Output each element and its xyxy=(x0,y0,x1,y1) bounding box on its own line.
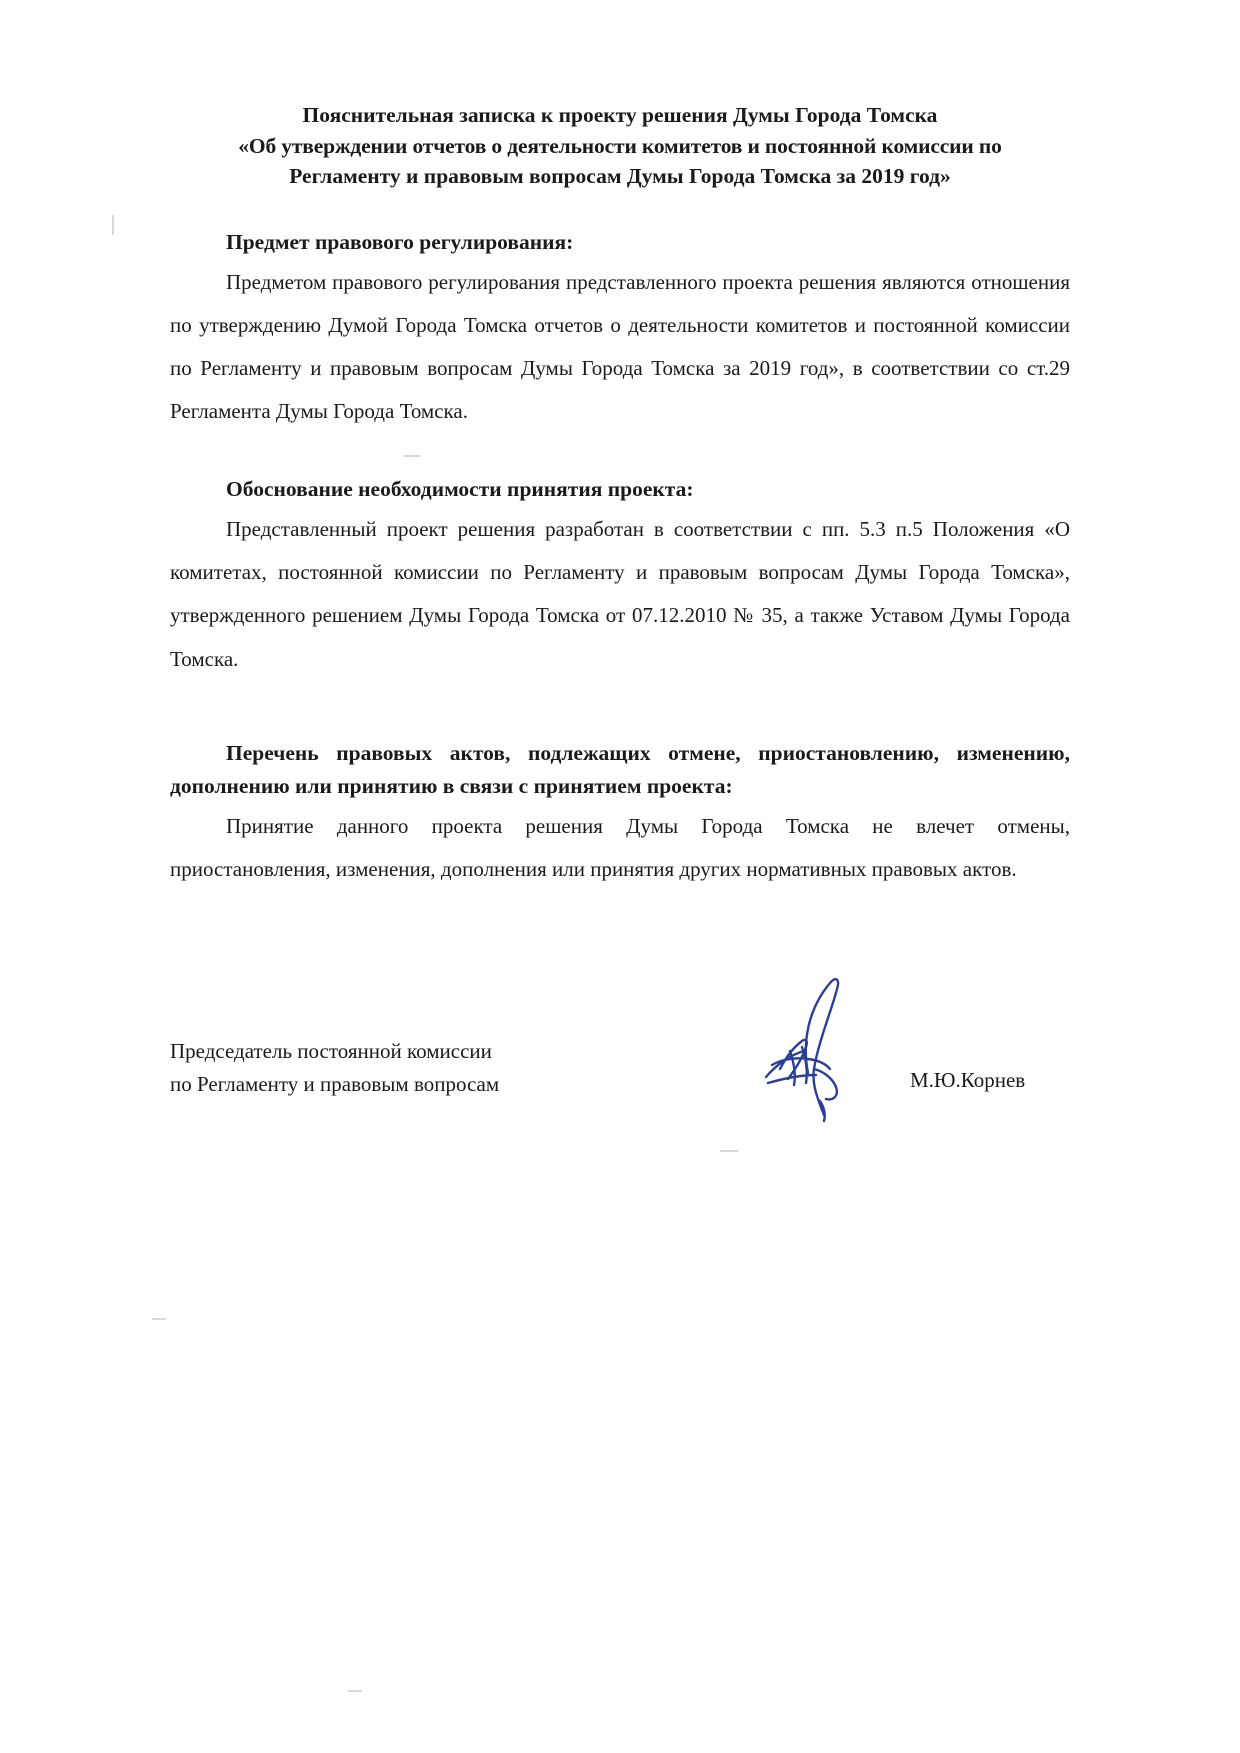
scan-artifact xyxy=(348,1690,362,1692)
section-heading-subject: Предмет правового регулирования: xyxy=(226,229,574,254)
document-title-line-2: «Об утверждении отчетов о деятельности комитетов и постоянной комиссии по xyxy=(238,133,1002,158)
document-title-line-1: Пояснительная записка к проекту решения Думы Города Томска xyxy=(302,103,938,127)
scan-artifact xyxy=(152,1318,166,1320)
section-heading-acts-list: Перечень правовых актов, подлежащих отмене, приостановлению, изменению, дополнению или принятию в связи с принятием проекта: xyxy=(170,740,1070,798)
scan-artifact xyxy=(112,215,114,235)
signatory-role-line-2: по Регламенту и правовым вопросам xyxy=(170,1071,500,1096)
section-body-acts-list: Принятие данного проекта решения Думы Города Томска не влечет отмены, приостановления, изменения, дополнения или принятия других нормативных правовых актов. xyxy=(170,814,1070,882)
signature-block xyxy=(170,1020,1070,1160)
section-body-justification: Представленный проект решения разработан в соответствии с пп. 5.3 п.5 Положения «О комитетах, постоянной комиссии по Регламенту и правовым вопросам Думы Города Томска», утвержденного решением Думы Города Томска от 07.12.2010 № 35, а также Уставом Думы Города Томска. xyxy=(170,517,1070,671)
document-title-line-3: Регламенту и правовым вопросам Думы Города Томска за 2019 год» xyxy=(289,164,951,189)
signatory-role-line-1: Председатель постоянной комиссии xyxy=(170,1039,492,1063)
spacer xyxy=(170,681,1070,737)
handwritten-signature xyxy=(690,965,910,1125)
document-body xyxy=(170,100,1070,891)
spacer xyxy=(170,433,1070,473)
document-title xyxy=(170,100,1070,192)
section-heading-justification: Обоснование необходимости принятия проекта: xyxy=(226,477,694,502)
section-body-subject: Предметом правового регулирования представленного проекта решения являются отношения по утверждению Думой Города Томска отчетов о деятельности комитетов и постоянной комиссии по Регламенту и правовым вопросам Думы Города Томска за 2019 год», в соответствии со ст.29 Регламента Думы Города Томска. xyxy=(170,269,1070,423)
signatory-role xyxy=(170,1035,499,1100)
signatory-name: М.Ю.Корнев xyxy=(910,1068,1026,1092)
